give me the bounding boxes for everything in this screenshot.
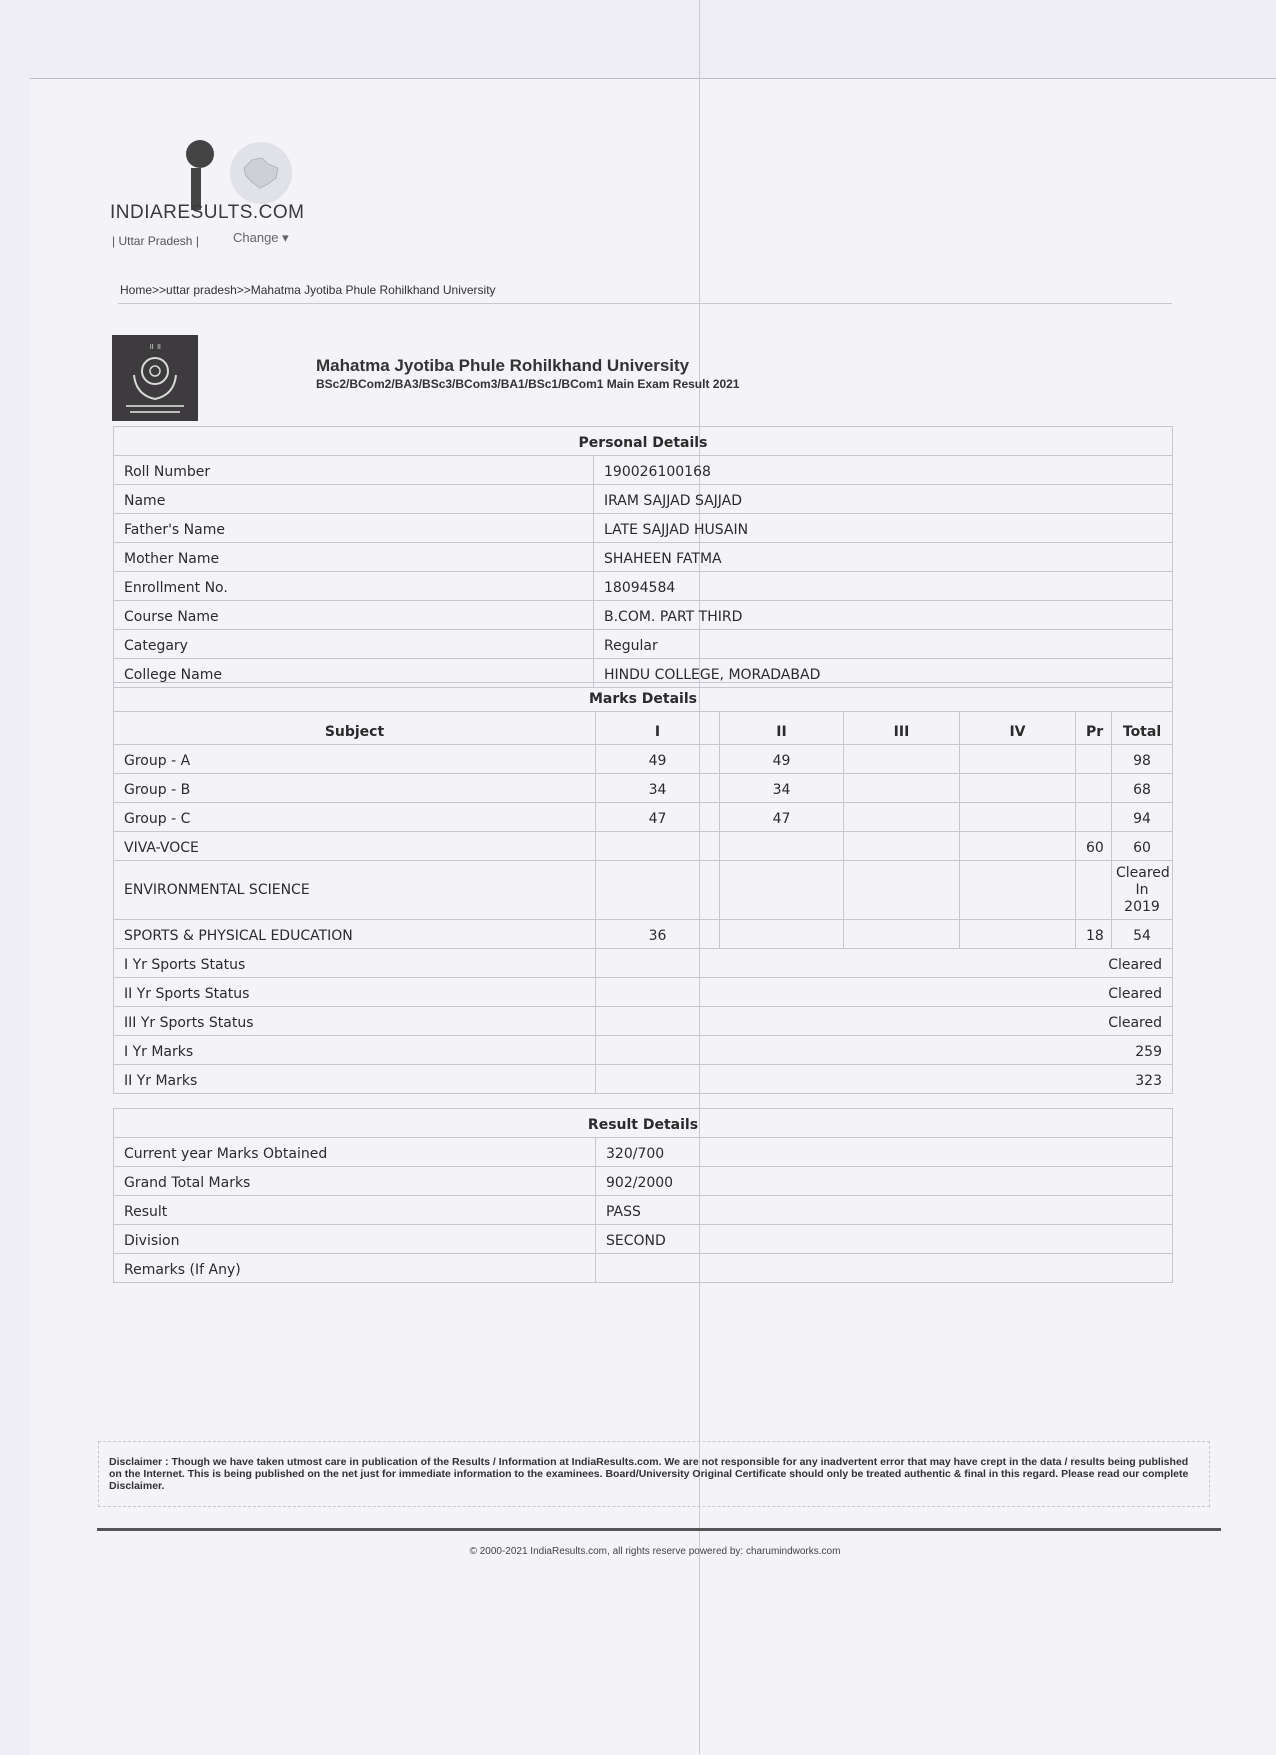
status-row [114, 978, 1173, 1007]
col-iii: III [844, 712, 960, 745]
row-value: B.COM. PART THIRD [594, 601, 1173, 630]
table-row [114, 774, 1173, 803]
status-value: Cleared [596, 1007, 1173, 1036]
row-label: Result [114, 1196, 596, 1225]
paper-iii-cell [844, 774, 960, 803]
subject-cell: ENVIRONMENTAL SCIENCE [114, 861, 596, 920]
table-row [114, 920, 1173, 949]
row-value: PASS [596, 1196, 1173, 1225]
row-label: Enrollment No. [114, 572, 594, 601]
table-row [114, 1196, 1173, 1225]
table-row [114, 745, 1173, 774]
paper-iv-cell [960, 803, 1076, 832]
row-value [596, 1254, 1173, 1283]
table-row [114, 1138, 1173, 1167]
table-row [114, 832, 1173, 861]
table-row [114, 601, 1173, 630]
paper-ii-cell: 47 [720, 803, 844, 832]
paper-iv-cell [960, 861, 1076, 920]
row-value: 320/700 [596, 1138, 1173, 1167]
logo-wordmark: INDIARESULTS.COM [110, 202, 305, 223]
status-label: II Yr Sports Status [114, 978, 596, 1007]
status-label: II Yr Marks [114, 1065, 596, 1094]
paper-iv-cell [960, 745, 1076, 774]
row-label: Current year Marks Obtained [114, 1138, 596, 1167]
table-row [114, 1254, 1173, 1283]
result-details-heading: Result Details [114, 1109, 1173, 1138]
table-row [114, 543, 1173, 572]
table-row [114, 630, 1173, 659]
university-emblem [112, 335, 198, 421]
total-cell: 68 [1112, 774, 1173, 803]
row-label: Remarks (If Any) [114, 1254, 596, 1283]
subject-cell: VIVA-VOCE [114, 832, 596, 861]
change-state-link[interactable]: Change ▾ [233, 230, 289, 245]
personal-details-heading: Personal Details [114, 427, 1173, 456]
paper-iii-cell [844, 832, 960, 861]
row-value: LATE SAJJAD HUSAIN [594, 514, 1173, 543]
table-row [114, 572, 1173, 601]
subject-cell: Group - B [114, 774, 596, 803]
row-label: Name [114, 485, 594, 514]
marks-details-table [113, 682, 1173, 1094]
table-row [114, 803, 1173, 832]
logo-i-dot [186, 140, 214, 168]
paper-iii-cell [844, 861, 960, 920]
total-cell: Cleared In 2019 [1112, 861, 1173, 920]
disclaimer-text: Disclaimer : Though we have taken utmost care in publication of the Results / Information at IndiaResults.com. We are not responsible for any inadvertent error that may have crept in the data / results being published on the Internet. This is being published on the net just for immediate information to the examinees. Board/University Original Certificate should only be treated authentic & final in this regard. Please read our complete Disclaimer. [98, 1441, 1210, 1507]
table-row [114, 485, 1173, 514]
table-row [114, 456, 1173, 485]
total-cell: 54 [1112, 920, 1173, 949]
col-iv: IV [960, 712, 1076, 745]
subject-cell: SPORTS & PHYSICAL EDUCATION [114, 920, 596, 949]
practical-cell [1076, 803, 1112, 832]
row-value: HINDU COLLEGE, MORADABAD [594, 659, 1173, 688]
status-value: Cleared [596, 978, 1173, 1007]
status-value: Cleared [596, 949, 1173, 978]
exam-title: BSc2/BCom2/BA3/BSc3/BCom3/BA1/BSc1/BCom1 Main Exam Result 2021 [316, 377, 740, 391]
personal-details-table [113, 426, 1173, 688]
row-label: Grand Total Marks [114, 1167, 596, 1196]
total-cell: 98 [1112, 745, 1173, 774]
status-label: I Yr Sports Status [114, 949, 596, 978]
paper-iii-cell [844, 745, 960, 774]
subject-cell: Group - A [114, 745, 596, 774]
row-label: Mother Name [114, 543, 594, 572]
paper-ii-cell [720, 832, 844, 861]
practical-cell [1076, 774, 1112, 803]
row-value: 902/2000 [596, 1167, 1173, 1196]
paper-i-cell [596, 832, 720, 861]
table-row [114, 1167, 1173, 1196]
status-row [114, 1007, 1173, 1036]
marks-header-row [114, 712, 1173, 745]
row-label: College Name [114, 659, 594, 688]
status-row [114, 1065, 1173, 1094]
svg-text:॥ ॥: ॥ ॥ [148, 342, 162, 351]
footer-divider [97, 1528, 1221, 1531]
row-value: Regular [594, 630, 1173, 659]
practical-cell [1076, 745, 1112, 774]
table-row [114, 514, 1173, 543]
status-row [114, 949, 1173, 978]
total-cell: 94 [1112, 803, 1173, 832]
paper-iii-cell [844, 920, 960, 949]
indiaresults-logo[interactable] [110, 138, 310, 248]
paper-ii-cell: 34 [720, 774, 844, 803]
paper-iv-cell [960, 774, 1076, 803]
row-value: IRAM SAJJAD SAJJAD [594, 485, 1173, 514]
col-pr: Pr [1076, 712, 1112, 745]
status-value: 323 [596, 1065, 1173, 1094]
paper-ii-cell: 49 [720, 745, 844, 774]
header-divider [118, 303, 1172, 304]
paper-ii-cell [720, 861, 844, 920]
row-label: Father's Name [114, 514, 594, 543]
row-label: Roll Number [114, 456, 594, 485]
paper-ii-cell [720, 920, 844, 949]
col-subject: Subject [114, 712, 596, 745]
marks-details-heading: Marks Details [114, 683, 1173, 712]
row-value: 18094584 [594, 572, 1173, 601]
col-i: I [596, 712, 720, 745]
row-value: SECOND [596, 1225, 1173, 1254]
paper-i-cell: 36 [596, 920, 720, 949]
col-total: Total [1112, 712, 1173, 745]
result-details-table [113, 1108, 1173, 1283]
paper-i-cell [596, 861, 720, 920]
table-row [114, 1225, 1173, 1254]
footer-copyright: © 2000-2021 IndiaResults.com, all rights reserve powered by: charumindworks.com [469, 1546, 841, 1557]
paper-iii-cell [844, 803, 960, 832]
university-name: Mahatma Jyotiba Phule Rohilkhand University [316, 356, 690, 375]
paper-i-cell: 49 [596, 745, 720, 774]
uttar-pradesh-map-icon [230, 142, 292, 204]
paper-iv-cell [960, 832, 1076, 861]
row-value: 190026100168 [594, 456, 1173, 485]
col-ii: II [720, 712, 844, 745]
breadcrumb[interactable]: Home>>uttar pradesh>>Mahatma Jyotiba Phule Rohilkhand University [120, 283, 496, 297]
status-label: III Yr Sports Status [114, 1007, 596, 1036]
row-value: SHAHEEN FATMA [594, 543, 1173, 572]
row-label: Categary [114, 630, 594, 659]
status-label: I Yr Marks [114, 1036, 596, 1065]
paper-iv-cell [960, 920, 1076, 949]
total-cell: 60 [1112, 832, 1173, 861]
practical-cell [1076, 861, 1112, 920]
table-row [114, 861, 1173, 920]
paper-i-cell: 34 [596, 774, 720, 803]
row-label: Division [114, 1225, 596, 1254]
practical-cell: 60 [1076, 832, 1112, 861]
row-label: Course Name [114, 601, 594, 630]
practical-cell: 18 [1076, 920, 1112, 949]
state-label: | Uttar Pradesh | [112, 234, 199, 248]
subject-cell: Group - C [114, 803, 596, 832]
status-row [114, 1036, 1173, 1065]
paper-i-cell: 47 [596, 803, 720, 832]
status-value: 259 [596, 1036, 1173, 1065]
